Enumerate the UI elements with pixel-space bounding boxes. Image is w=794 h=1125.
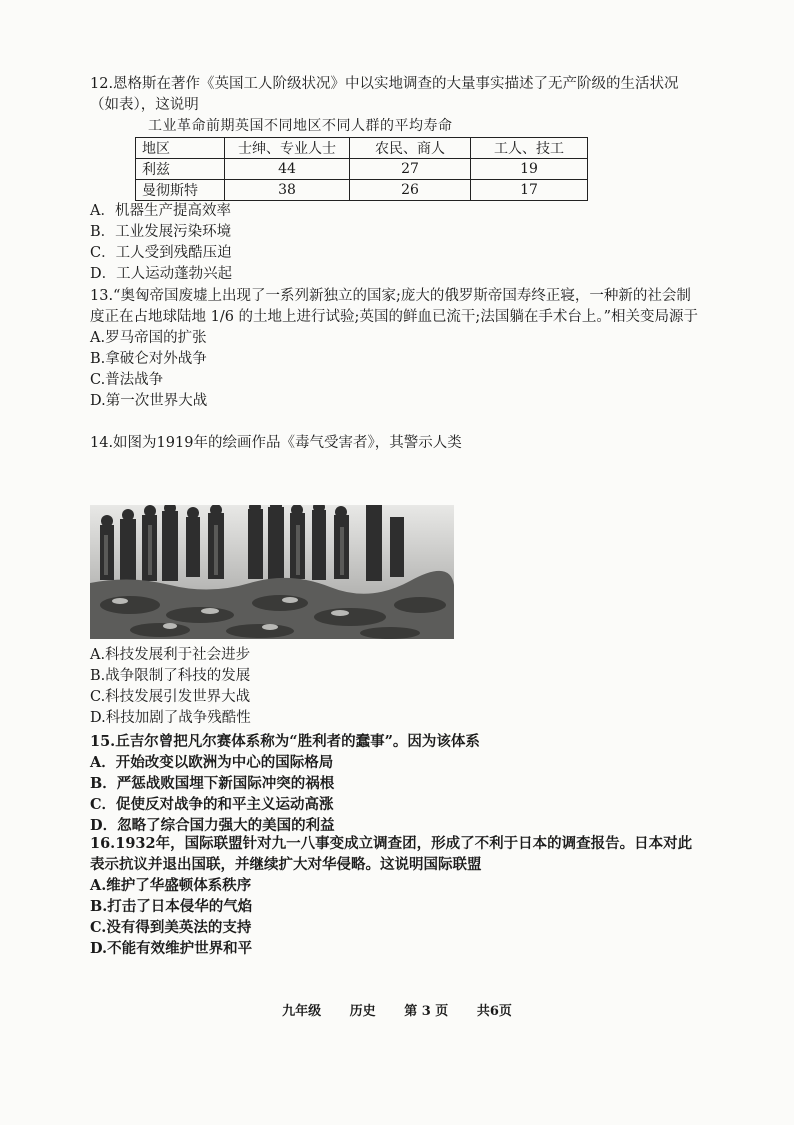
option-c: C．促使反对战争的和平主义运动高涨	[90, 796, 334, 813]
gassed-painting-image	[90, 505, 454, 639]
table-cell: 17	[471, 180, 588, 201]
question-15-stem: 15.丘吉尔曾把凡尔赛体系称为“胜利者的蠢事”。因为该体系	[90, 733, 480, 750]
option-b: B.拿破仑对外战争	[90, 351, 207, 367]
option-a: A．开始改变以欧洲为中心的国际格局	[90, 754, 334, 771]
option-c: C．工人受到残酷压迫	[90, 245, 232, 261]
table-header-cell: 士绅、专业人士	[225, 138, 350, 159]
footer-page-number: 第 3 页	[404, 1004, 449, 1019]
table-cell: 26	[350, 180, 471, 201]
table-cell: 38	[225, 180, 350, 201]
life-expectancy-table	[135, 137, 588, 201]
table-header-cell: 农民、商人	[350, 138, 471, 159]
question-13	[90, 286, 705, 412]
table-row	[136, 159, 588, 180]
question-12-options	[90, 201, 705, 285]
table-header-cell: 地区	[136, 138, 225, 159]
question-15	[90, 731, 705, 836]
option-d: D．工人运动蓬勃兴起	[90, 266, 233, 282]
option-d: D.第一次世界大战	[90, 393, 208, 409]
option-d: D．忽略了综合国力强大的美国的利益	[90, 817, 335, 834]
footer-total-pages: 共6页	[476, 1004, 512, 1019]
question-12-stem: 12.恩格斯在著作《英国工人阶级状况》中以实地调查的大量事实描述了无产阶级的生活状况（如表），这说明	[90, 76, 679, 113]
footer-grade: 九年级	[282, 1004, 322, 1019]
painting-illustration	[90, 505, 454, 639]
question-16-stem: 16.1932年，国际联盟针对九一八事变成立调查团，形成了不利于日本的调查报告。日本对此表示抗议并退出国联，并继续扩大对华侵略。这说明国际联盟	[90, 835, 693, 873]
option-d: D.不能有效维护世界和平	[90, 940, 253, 957]
page-footer	[0, 1000, 794, 1019]
question-14-stem: 14.如图为1919年的绘画作品《毒气受害者》，其警示人类	[90, 435, 462, 451]
question-14-options	[90, 645, 705, 729]
option-c: C.科技发展引发世界大战	[90, 689, 251, 705]
option-a: A.罗马帝国的扩张	[90, 330, 207, 346]
option-a: A.维护了华盛顿体系秩序	[90, 877, 252, 894]
option-b: B.打击了日本侵华的气焰	[90, 898, 253, 915]
table-cell: 利兹	[136, 159, 225, 180]
table-cell: 44	[225, 159, 350, 180]
option-a: A．机器生产提高效率	[90, 203, 231, 219]
question-14	[90, 433, 705, 454]
table-cell: 27	[350, 159, 471, 180]
option-b: B.战争限制了科技的发展	[90, 668, 251, 684]
option-b: B．工业发展污染环境	[90, 224, 232, 240]
table-header-row	[136, 138, 588, 159]
option-c: C.普法战争	[90, 372, 164, 388]
table-caption: 工业革命前期英国不同地区不同人群的平均寿命	[148, 118, 453, 134]
table-cell: 19	[471, 159, 588, 180]
question-16	[90, 833, 705, 959]
question-12	[90, 74, 705, 116]
option-a: A.科技发展利于社会进步	[90, 647, 251, 663]
footer-subject: 历史	[349, 1004, 376, 1019]
question-13-stem: 13.“奥匈帝国废墟上出现了一系列新独立的国家;庞大的俄罗斯帝国寿终正寝，一种新的社会制度正在占地球陆地 1/6 的土地上进行试验;英国的鲜血已流干;法国躺在手术台上。”相关变局源于	[90, 288, 698, 325]
table-header-cell: 工人、技工	[471, 138, 588, 159]
option-d: D.科技加剧了战争残酷性	[90, 710, 251, 726]
option-c: C.没有得到美英法的支持	[90, 919, 252, 936]
option-b: B．严惩战败国埋下新国际冲突的祸根	[90, 775, 335, 792]
table-row	[136, 180, 588, 201]
table-cell: 曼彻斯特	[136, 180, 225, 201]
